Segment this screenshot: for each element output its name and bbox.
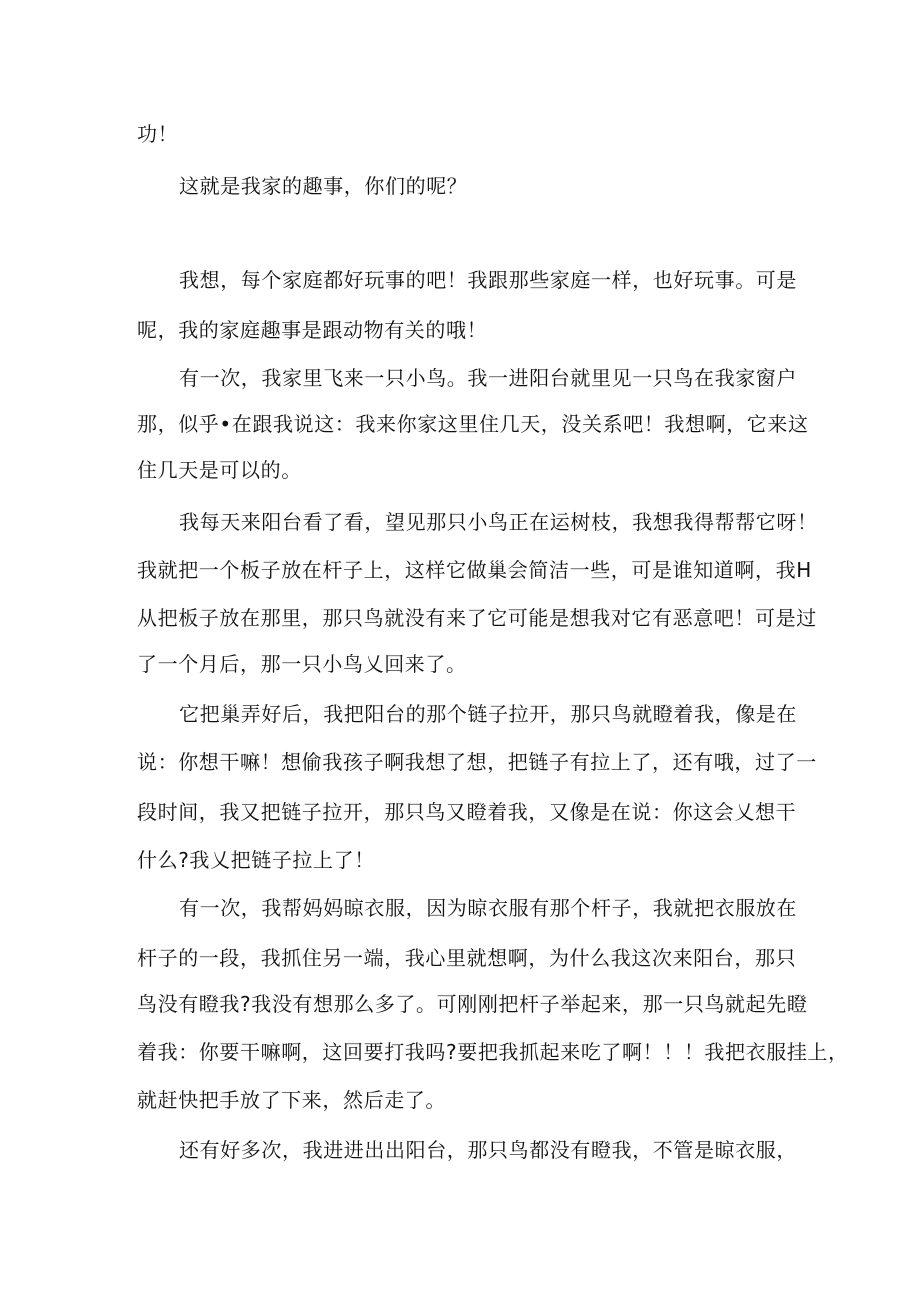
text-line: 呢，我的家庭趣事是跟动物有关的哦！	[137, 318, 488, 342]
text-line: 就赶快把手放了下来，然后走了。	[137, 1088, 446, 1112]
text-line: 鸟没有瞪我?我没有想那么多了。可刚刚把杆子举起来，那一只鸟就起先瞪	[137, 992, 808, 1016]
text-line: 我想，每个家庭都好玩事的吧！我跟那些家庭一样，也好玩事。可是	[179, 268, 797, 292]
text-line: 我就把一个板子放在杆子上，这样它做巢会简洁一些，可是谁知道啊，我H	[137, 558, 812, 582]
text-line: 还有好多次，我进进出出阳台，那只鸟都没有瞪我，不管是晾衣服，	[179, 1138, 797, 1162]
text-line: 功！	[137, 122, 179, 146]
text-line: 那，似乎•在跟我说这：我来你家这里住几天，没关系吧！我想啊，它来这	[137, 412, 809, 436]
text-line: 从把板子放在那里，那只鸟就没有来了它可能是想我对它有恶意吧！可是过	[137, 606, 817, 630]
text-line: 说：你想干嘛！想偷我孩子啊我想了想，把链子有拉上了，还有哦，过了一	[137, 750, 817, 774]
text-line: 有一次，我家里飞来一只小鸟。我一进阳台就里见一只鸟在我家窗户	[179, 366, 797, 390]
text-line: 着我：你要干嘛啊，这回要打我吗?要把我抓起来吃了啊！！！我把衣服挂上，	[137, 1040, 849, 1064]
text-line: 了一个月后，那一只小鸟乂回来了。	[137, 652, 467, 676]
text-line: 我每天来阳台看了看，望见那只小鸟正在运树枝，我想我得帮帮它呀！	[179, 510, 818, 534]
text-line: 它把巢弄好后，我把阳台的那个链子拉开，那只鸟就瞪着我，像是在	[179, 702, 797, 726]
text-line: 杆子的一段，我抓住另一端，我心里就想啊，为什么我这次来阳台，那只	[137, 946, 797, 970]
text-line: 段时间，我又把链子拉开，那只鸟又瞪着我，又像是在说：你这会乂想干	[137, 800, 797, 824]
text-line: 这就是我家的趣事，你们的呢？	[179, 174, 468, 198]
text-line: 住几天是可以的。	[137, 458, 302, 482]
text-line: 什么?我乂把链子拉上了！	[137, 848, 375, 872]
text-line: 有一次，我帮妈妈晾衣服，因为晾衣服有那个杆子，我就把衣服放在	[179, 896, 797, 920]
